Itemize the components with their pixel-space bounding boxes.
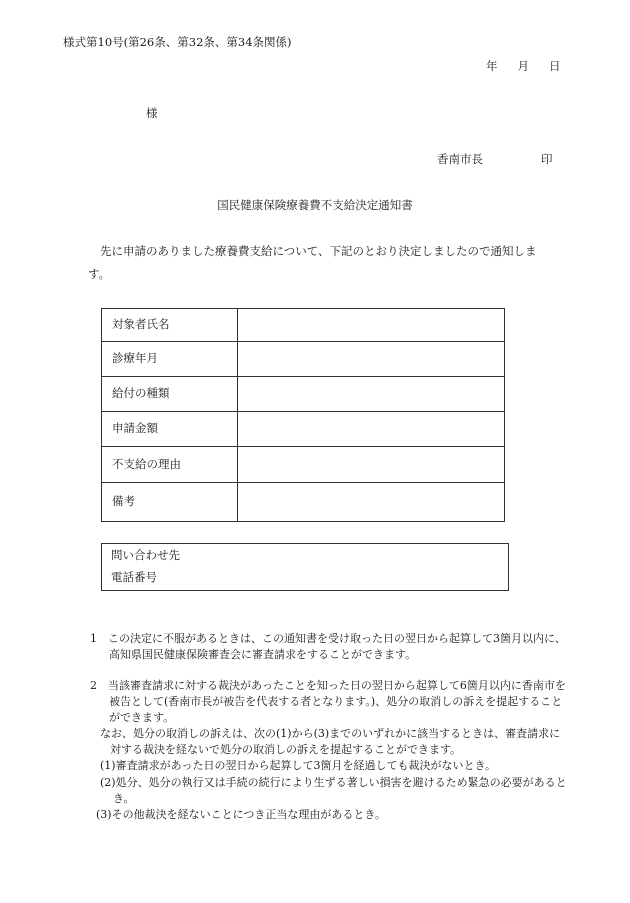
- inquiry-label: 問い合わせ先: [111, 548, 180, 562]
- table-row: [102, 483, 505, 522]
- date-line: [486, 60, 561, 74]
- document-title: 国民健康保険療養費不支給決定通知書: [217, 198, 413, 212]
- row-value: [238, 447, 505, 483]
- date-day: 日: [549, 59, 561, 73]
- lead-paragraph: 先に申請のありました療養費支給について、下記のとおり決定しましたので通知します。: [88, 244, 537, 281]
- note-item-1: (1)審査請求があった日の翌日から起算して3箇月を経過しても裁決がないとき。: [100, 759, 497, 772]
- table-row: [102, 309, 505, 342]
- phone-label: 電話番号: [111, 570, 157, 584]
- note-item-3: (3)その他裁決を経ないことにつき正当な理由があるとき。: [96, 808, 386, 821]
- note-2-supplement: なお、処分の取消しの訴えは、次の(1)から(3)までのいずれかに該当するときは、審査請求に対する裁決を経ないで処分の取消しの訴えを提起することができます。: [100, 727, 561, 756]
- table-row: [102, 412, 505, 447]
- date-month: 月: [517, 59, 529, 73]
- row-label: 診療年月: [102, 342, 238, 377]
- decision-table: [101, 308, 505, 522]
- contact-box: [101, 543, 509, 591]
- row-value: [238, 342, 505, 377]
- row-value: [238, 412, 505, 447]
- issuer-name: 香南市長: [437, 152, 483, 166]
- row-label: 申請金額: [102, 412, 238, 447]
- addressee: 様: [146, 106, 158, 120]
- date-year: 年: [486, 59, 498, 73]
- row-value: [238, 483, 505, 522]
- row-value: [238, 309, 505, 342]
- issuer-line: [437, 153, 553, 167]
- row-label: 対象者氏名: [102, 309, 238, 342]
- seal-mark: 印: [541, 152, 553, 166]
- note-1: 1 この決定に不服があるときは、この通知書を受け取った日の翌日から起算して3箇月以内に、高知県国民健康保険審査会に審査請求をすることができます。: [90, 632, 566, 661]
- table-row: [102, 342, 505, 377]
- row-value: [238, 377, 505, 412]
- note-item-2: (2)処分、処分の執行又は手続の続行により生ずる著しい損害を避けるため緊急の必要があるとき。: [100, 776, 567, 805]
- note-2: 2 当該審査請求に対する裁決があったことを知った日の翌日から起算して6箇月以内に香南市を被告として(香南市長が被告を代表する者となります。)、処分の取消しの訴えを提起することができます。: [90, 679, 566, 724]
- row-label: 給付の種類: [102, 377, 238, 412]
- table-row: [102, 447, 505, 483]
- table-row: [102, 377, 505, 412]
- row-label: 不支給の理由: [102, 447, 238, 483]
- form-number: 様式第10号(第26条、第32条、第34条関係): [63, 35, 292, 49]
- row-label: 備考: [102, 483, 238, 522]
